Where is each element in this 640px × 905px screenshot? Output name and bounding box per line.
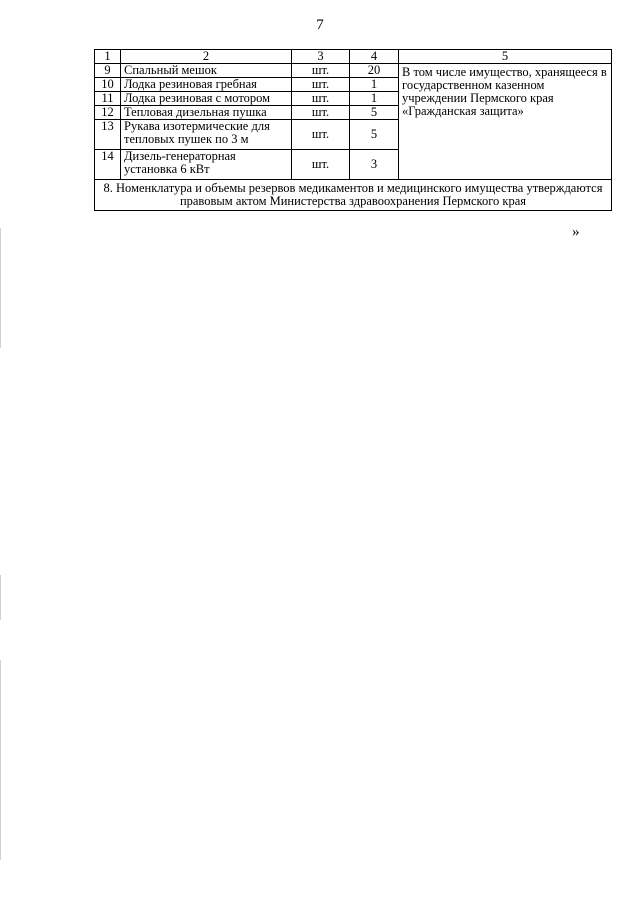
item-unit: шт. — [292, 120, 350, 150]
item-unit: шт. — [292, 150, 350, 180]
row-number: 10 — [95, 78, 121, 92]
row-number: 12 — [95, 106, 121, 120]
scan-edge-mark — [0, 575, 1, 620]
row-number: 13 — [95, 120, 121, 150]
page-number: 7 — [316, 17, 324, 33]
item-name: Тепловая дизельная пушка — [121, 106, 292, 120]
reserve-table — [94, 49, 612, 211]
footnote-text: 8. Номенклатура и объемы резервов медикаментов и медицинского имущества утверждаются правовым актом Министерства здравоохранения Пермского края — [95, 180, 612, 211]
header-cell-3: 3 — [292, 50, 350, 64]
header-cell-1: 1 — [95, 50, 121, 64]
row-number: 14 — [95, 150, 121, 180]
item-name: Лодка резиновая гребная — [121, 78, 292, 92]
item-quantity: 1 — [350, 78, 399, 92]
item-name: Лодка резиновая с мотором — [121, 92, 292, 106]
table-row — [95, 64, 612, 78]
item-quantity: 5 — [350, 120, 399, 150]
header-cell-4: 4 — [350, 50, 399, 64]
item-unit: шт. — [292, 64, 350, 78]
item-name: Спальный мешок — [121, 64, 292, 78]
item-quantity: 1 — [350, 92, 399, 106]
table-header-row — [95, 50, 612, 64]
item-quantity: 5 — [350, 106, 399, 120]
scan-edge-mark — [0, 660, 1, 860]
item-name: Дизель-генераторная установка 6 кВт — [121, 150, 292, 180]
footnote-row — [95, 180, 612, 211]
item-quantity: 20 — [350, 64, 399, 78]
item-name: Рукава изотермические для тепловых пушек по 3 м — [121, 120, 292, 150]
item-unit: шт. — [292, 106, 350, 120]
header-cell-2: 2 — [121, 50, 292, 64]
item-unit: шт. — [292, 78, 350, 92]
header-cell-5: 5 — [399, 50, 612, 64]
closing-quote: » — [572, 224, 580, 240]
row-number: 11 — [95, 92, 121, 106]
item-unit: шт. — [292, 92, 350, 106]
row-number: 9 — [95, 64, 121, 78]
item-quantity: 3 — [350, 150, 399, 180]
note-cell: В том числе имущество, хранящееся в государственном казенном учреждении Пермского края «Гражданская защита» — [399, 64, 612, 180]
scan-edge-mark — [0, 228, 1, 348]
